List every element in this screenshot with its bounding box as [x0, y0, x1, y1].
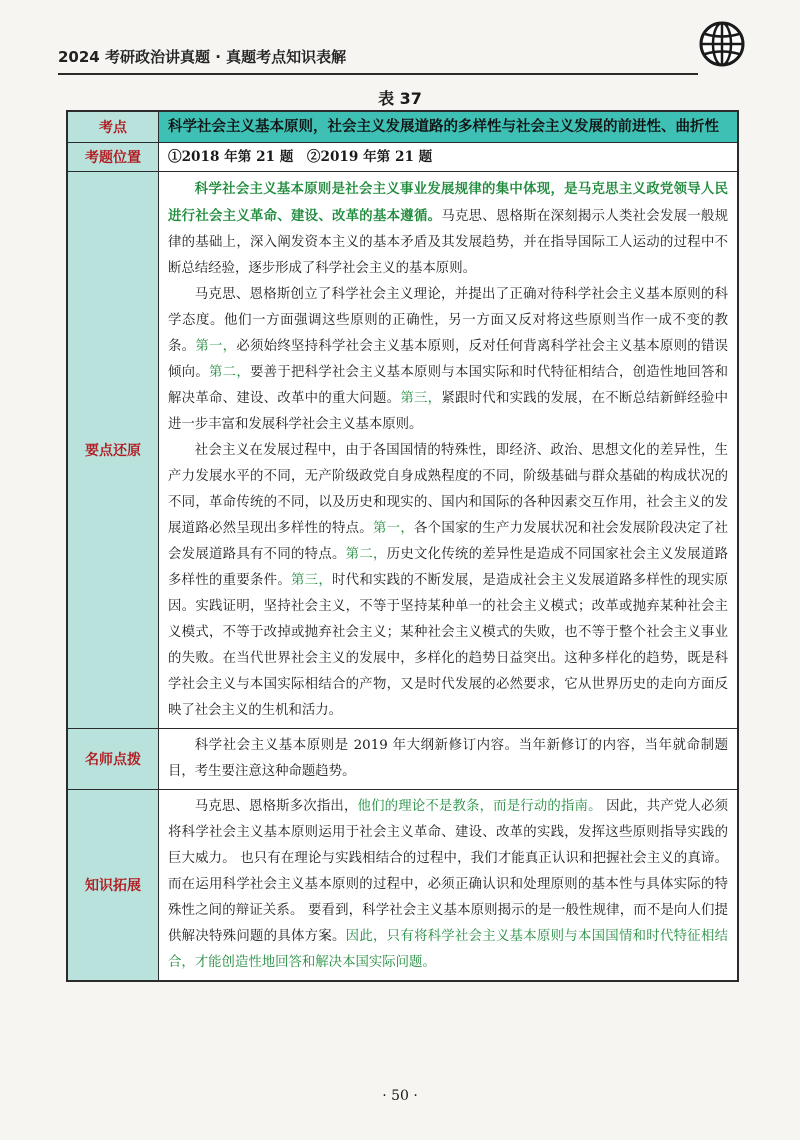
body-text: 紧跟时代和实践的发展，在不断总结新鲜经验中进一步丰富和发展科学社会主义基本原则。: [168, 391, 729, 432]
highlight-text: 第一，: [372, 521, 414, 536]
highlight-text: 第三，: [291, 573, 332, 588]
label-yaodian: 要点还原: [68, 172, 159, 728]
body-text: 时代和实践的不断发展，是造成社会主义发展道路多样性的现实原因。实践证明，坚持社会主义，不等于坚持某种单一的社会主义模式；改革或抛弃某种社会主义模式，不等于改掉或抛弃社会主义；某种社会主义模式的失败，也不等于整个社会主义事业的失败。在当代世界社会主义的发展中，多样化的趋势日益突出。这种多样化的趋势，既是科学社会主义与本国实际相结合的产物，又是时代发展的必然要求，它从世界历史的走向方面反映了社会主义的生机和活力。: [168, 573, 729, 718]
body-text: 要善于把科学社会主义基本原则与本国实际和时代特征相结合，创造性地回答和解决革命、建设、改革中的重大问题。: [168, 365, 729, 406]
yaodian-paragraph-3: [168, 438, 728, 724]
header-rule: [58, 73, 698, 75]
globe-icon: [698, 20, 746, 68]
highlight-text: 第一，: [195, 339, 237, 354]
body-text: 各个国家的生产力发展状况和社会发展阶段决定了社会发展道路具有不同的特点。: [168, 521, 729, 562]
body-text: 因此，共产党人必须将科学社会主义基本原则运用于社会主义革命、建设、改革的实践，发挥这些原则指导实践的巨大威力。 也只有在理论与实践相结合的过程中，我们才能真正认识和把握社会主义的真谛。 而在运用科学社会主义基本原则的过程中，必须正确认识和处理原则的基本性与具体实际的特殊性之间的辩证关系。 要看到，科学社会主义基本原则揭示的是一般性规律，而不是向人们提供解决特殊问题的具体方案。: [168, 799, 728, 944]
mingshi-text: 科学社会主义基本原则是 2019 年大纲新修订内容。当年新修订的内容，当年就命制题目，考生要注意这种命题趋势。: [168, 738, 728, 779]
yaodian-content: [159, 172, 737, 728]
row-tuozhan: [68, 790, 737, 980]
position-text: ①2018 年第 21 题 ②2019 年第 21 题: [168, 149, 433, 165]
knowledge-table: [66, 110, 739, 982]
row-position: [68, 143, 737, 172]
highlight-text: 第二，: [345, 547, 387, 562]
kaodian-text: 科学社会主义基本原则，社会主义发展道路的多样性与社会主义发展的前进性、曲折性: [159, 112, 737, 142]
book-title: 2024 考研政治讲真题 · 真题考点知识表解: [58, 48, 347, 66]
highlight-text: 因此，只有将科学社会主义基本原则与本国国情和时代特征相结合，才能创造性地回答和解决本国实际问题。: [168, 929, 729, 970]
row-kaodian: [68, 112, 737, 143]
page-number: · 50 ·: [382, 1088, 418, 1104]
body-text: 马克思、恩格斯创立了科学社会主义理论，并提出了正确对待科学社会主义基本原则的科学态度。他们一方面强调这些原则的正确性，另一方面又反对将这些原则当作一成不变的教条。: [168, 287, 728, 354]
row-mingshi: [68, 729, 737, 790]
yaodian-paragraph-1: [168, 176, 728, 282]
body-text: 历史文化传统的差异性是造成不同国家社会主义发展道路多样性的重要条件。: [168, 547, 729, 588]
tuozhan-content: [159, 790, 737, 980]
highlight-text: 科学社会主义基本原则是社会主义事业发展规律的集中体现，是马克思主义政党领导人民进行社会主义革命、建设、改革的基本遵循。: [168, 181, 728, 224]
body-text: 社会主义在发展过程中，由于各国国情的特殊性，即经济、政治、思想文化的差异性，生产力发展水平的不同，无产阶级政党自身成熟程度的不同，阶级基础与群众基础的构成状况的不同，革命传统的不同，以及历史和现实的、国内和国际的各种因素交互作用，社会主义的发展道路必然呈现出多样性的特点。: [168, 443, 728, 536]
tuozhan-paragraph: [168, 794, 728, 976]
label-mingshi: 名师点拨: [68, 729, 159, 789]
highlight-text: 他们的理论不是教条，而是行动的指南。: [357, 799, 602, 814]
label-position: 考题位置: [68, 143, 159, 171]
page-header: [58, 34, 738, 74]
highlight-text: 第三，: [400, 391, 442, 406]
label-tuozhan: 知识拓展: [68, 790, 159, 980]
row-yaodian: [68, 172, 737, 729]
body-text: 必须始终坚持科学社会主义基本原则，反对任何背离科学社会主义基本原则的错误倾向。: [168, 339, 729, 380]
body-text: 马克思、恩格斯在深刻揭示人类社会发展一般规律的基础上，深入阐发资本主义的基本矛盾及其发展趋势，并在指导国际工人运动的过程中不断总结经验，逐步形成了科学社会主义的基本原则。: [168, 209, 729, 276]
table-title: 表 37: [378, 89, 422, 108]
label-kaodian: 考点: [68, 112, 159, 142]
body-text: 马克思、恩格斯多次指出，: [194, 799, 358, 814]
mingshi-content: [159, 729, 737, 789]
yaodian-paragraph-2: [168, 282, 728, 438]
highlight-text: 第二，: [209, 365, 250, 380]
